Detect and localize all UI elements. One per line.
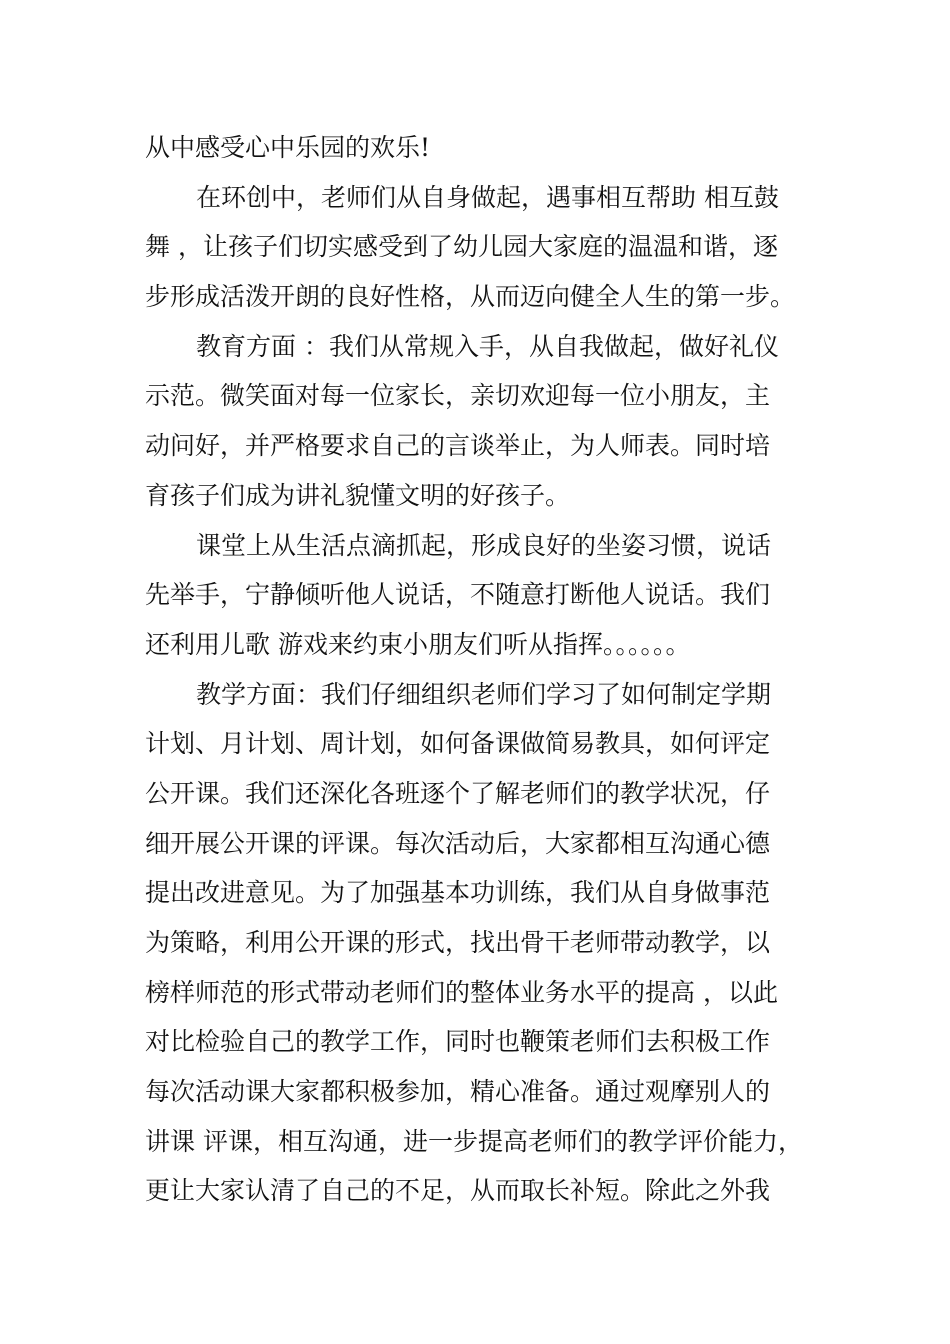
text-line: 公开课。我们还深化各班逐个了解老师们的教学状况，仔 [145,778,771,808]
text-line: 讲课 评课，相互沟通，进一步提高老师们的教学评价能力， [145,1126,803,1156]
text-line: 教学方面：我们仔细组织老师们学习了如何制定学期 [196,679,772,709]
text-line: 课堂上从生活点滴抓起，形成良好的坐姿习惯，说话 [196,530,772,560]
text-line: 步形成活泼开朗的良好性格，从而迈向健全人生的第一步。 [145,282,796,312]
text-line: 示范。微笑面对每一位家长，亲切欢迎每一位小朋友，主 [145,381,771,411]
text-line: 在环创中，老师们从自身做起，遇事相互帮助 相互鼓 [196,182,779,212]
text-line: 榜样师范的形式带动老师们的整体业务水平的提高 ，以此 [145,977,778,1007]
text-line: 计划、月计划、周计划，如何备课做简易教具，如何评定 [145,729,771,759]
document-body [145,123,835,1216]
text-line: 提出改进意见。为了加强基本功训练，我们从自身做事范 [145,878,771,908]
text-line: 每次活动课大家都积极参加，精心准备。通过观摩别人的 [145,1077,771,1107]
text-line: 育孩子们成为讲礼貌懂文明的好孩子。 [145,480,571,510]
text-line: 细开展公开课的评课。每次活动后，大家都相互沟通心德 [145,828,771,858]
text-line: 对比检验自己的教学工作，同时也鞭策老师们去积极工作 [145,1027,771,1057]
text-line: 教育方面 ：我们从常规入手，从自我做起，做好礼仪 [196,331,779,361]
text-line: 从中感受心中乐园的欢乐! [145,133,431,162]
text-line: 舞 ，让孩子们切实感受到了幼儿园大家庭的温温和谐，逐 [145,232,778,262]
text-line: 为策略，利用公开课的形式，找出骨干老师带动教学，以 [145,928,771,957]
text-line: 还利用儿歌 游戏来约束小朋友们听从指挥。。。。。。 [145,629,691,659]
text-line: 更让大家认清了自己的不足，从而取长补短。除此之外我 [145,1176,771,1206]
text-line: 先举手，宁静倾听他人说话，不随意打断他人说话。我们 [145,580,771,610]
text-line: 动问好，并严格要求自己的言谈举止，为人师表。同时培 [145,431,771,461]
